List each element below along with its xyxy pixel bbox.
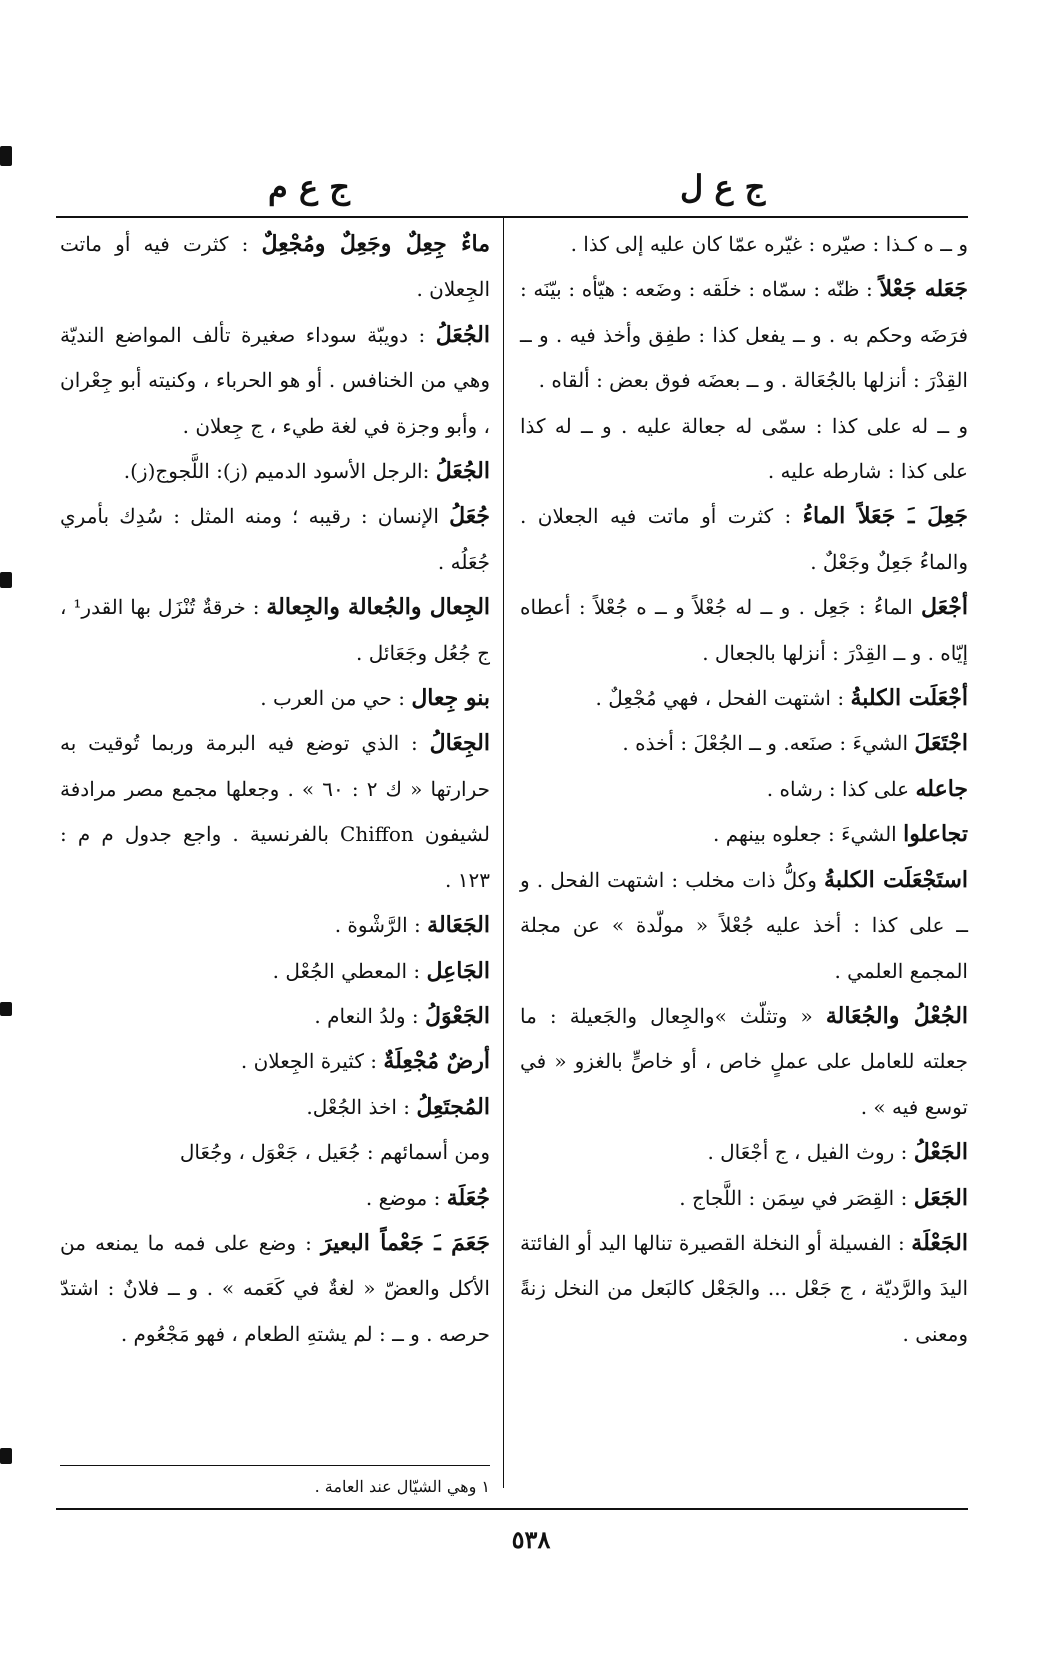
entry-headword: الجَعَل — [913, 1184, 968, 1211]
entry-definition: : حي من العرب . — [260, 686, 405, 711]
dictionary-entry — [520, 994, 968, 1130]
dictionary-entry — [520, 267, 968, 403]
footnote: ١ وهي الشيّال عند العامة . — [314, 1477, 490, 1496]
dictionary-entry — [60, 1130, 490, 1175]
right-column — [520, 222, 968, 1357]
dictionary-entry — [60, 1221, 490, 1357]
dictionary-entry — [60, 222, 490, 313]
dictionary-entry — [60, 494, 490, 585]
dictionary-entry — [60, 313, 490, 449]
header-root-right: ج ع ل — [680, 168, 766, 206]
entry-definition: الماءُ : جَعِل . و ــ له جُعْلاً و ــ ه جُعْلاً : أعطاه إيّاه . و ــ القِدْرَ : أنزلها بالجعال . — [520, 595, 968, 665]
entry-definition: ومن أسمائهم : جُعَيل ، جَعْوَل ، وجُعَال — [179, 1140, 490, 1165]
entry-headword: الجَعْلُ — [913, 1139, 968, 1166]
header-root-left: ج ع م — [268, 168, 350, 206]
bottom-rule — [56, 1508, 968, 1510]
entry-headword: جُعَلَة — [446, 1184, 490, 1211]
entry-headword: الجُعَلُ — [435, 458, 490, 485]
column-divider — [503, 218, 504, 1488]
entry-headword: أرضٌ مُجْعِلَةٌ — [383, 1048, 490, 1075]
dictionary-entry — [520, 1130, 968, 1175]
entry-definition: : كثرت فيه أو ماتت الجِعلان . — [60, 232, 490, 302]
dictionary-entry — [60, 1085, 490, 1130]
dictionary-entry — [520, 676, 968, 721]
entry-definition: : الرَّشْوة . — [334, 913, 421, 938]
dictionary-entry — [520, 404, 968, 495]
entry-definition: :الرجل الأسود الدميم (ز): اللَّجوج(ز). — [123, 459, 430, 484]
entry-definition: : دويبّة سوداء صغيرة تألف المواضع النديّة وهي من الخنافس . أو هو الحرباء ، وكنيته أبو جِعْران ، وأبو وجزة في لغة طيء ، ج جِعلان . — [60, 322, 490, 438]
dictionary-entry — [520, 812, 968, 857]
edge-mark — [0, 572, 12, 588]
entry-definition: : الذي توضع فيه البرمة وربما تُوقيت به حرارتها « ك ٢ : ٦٠ » . وجعلها مجمع مصر مرادفة لشيفون Chiffon بالفرنسية . واجع جدول م م : ١٢٣ . — [60, 731, 490, 892]
entry-definition: : وضع على فمه ما يمنعه من الأكل والعضّ « لغةٌ في كَعَمه » . و ــ فلانٌ : اشتدّ حرصه . و ــ : لم يشتهِ الطعام ، فهو مَجْعُوم . — [60, 1230, 490, 1346]
entry-headword: أجْعَل — [921, 594, 969, 621]
entry-headword: أجْعَلَت الكلبةُ — [850, 685, 968, 712]
entry-definition: : روث الفيل ، ج أجْعَال . — [707, 1140, 908, 1165]
entry-definition: « وتثلّث »والجِعال والجَعيلة : ما جعلته للعامل على عملٍ خاص ، أو خاصٍّ بالغزو « في توسع فيه » . — [520, 1003, 968, 1119]
entry-headword: اجْتَعَلَ — [914, 730, 968, 757]
entry-headword: تجاعلوا — [903, 821, 968, 848]
dictionary-entry — [60, 903, 490, 948]
dictionary-entry — [520, 1221, 968, 1357]
entry-definition: و ــ له على كذا : سمّى له جعالة عليه . و ــ له كذا على كذا : شارطه عليه . — [520, 413, 968, 484]
entry-headword: جَعَمَ ـَ جَعْماً البعيرَ — [321, 1229, 490, 1256]
entry-definition: : اخذ الجُعْل. — [306, 1094, 410, 1119]
dictionary-entry — [520, 1176, 968, 1221]
entry-definition: : المعطي الجُعْل . — [272, 958, 421, 983]
entry-definition: : القِصَر في سِمَن : اللَّجاج . — [679, 1185, 908, 1210]
entry-headword: جاعله — [915, 775, 968, 802]
entry-headword: الجُعْلُ والجُعَالة — [825, 1002, 969, 1029]
entry-headword: ماءٌ جِعِلٌ وجَعِلٌ ومُجْعِلٌ — [261, 231, 490, 257]
entry-definition: : ظنّه : سمّاه : خلَقه : وضَعه : هيّأه : بيّنَه : فرَضَه وحكم به . و ــ يفعل كذا : طفِق وأخذ فيه . و ــ القِدْرَ : أنزلها بالجُعَالة . و ــ بعضَه فوق بعض : ألقاه . — [520, 277, 968, 393]
footnote-rule — [60, 1465, 490, 1466]
entry-definition: الشيءَ : جعلوه بينهم . — [713, 822, 897, 847]
dictionary-entry — [60, 676, 490, 721]
entry-definition: : موضع . — [365, 1185, 441, 1210]
entry-headword: الجَعْلَة — [911, 1229, 968, 1256]
entry-definition: الإنسان : رقيبه ؛ ومنه المثل : سُدِك بأمري جُعَلُه . — [60, 504, 490, 574]
dictionary-entry — [60, 585, 490, 676]
entry-headword: جَعِلَ ـَ جَعَلاً الماءُ — [802, 503, 969, 530]
entry-headword: استَجْعَلَت الكلبةُ — [824, 866, 968, 893]
dictionary-entry — [520, 222, 968, 267]
entry-definition: : الفسيلة أو النخلة القصيرة تنالها اليد أو الفائتة اليدَ والرَّديّة ، ج جَعْل ... والجَعْل كالبَعل من النخل زنةً ومعنى . — [520, 1230, 968, 1346]
dictionary-entry — [60, 1176, 490, 1221]
page-number: ٥٣٨ — [511, 1525, 551, 1554]
entry-headword: جُعَلُ — [449, 503, 490, 530]
dictionary-entry — [520, 858, 968, 994]
entry-headword: الجَعَالة — [427, 912, 490, 939]
edge-mark — [0, 1448, 12, 1464]
dictionary-entry — [60, 949, 490, 994]
entry-definition: : خرقةٌ تُنْزَل بها القدر¹ ، ج جُعُل وجَعَائل . — [60, 595, 490, 665]
dictionary-entry — [60, 1039, 490, 1084]
edge-mark — [0, 146, 12, 166]
entry-headword: الجُعَلُ — [435, 321, 490, 348]
entry-headword: المُجتَعِلُ — [416, 1093, 490, 1120]
entry-definition: : ولدُ النعام . — [314, 1003, 419, 1028]
left-column — [60, 222, 490, 1357]
dictionary-entry — [60, 449, 490, 494]
dictionary-entry — [60, 721, 490, 903]
entry-definition: و ــ ه كـذا : صيّره : غيّره عمّا كان عليه إلى كذا . — [570, 232, 968, 256]
top-rule — [56, 216, 968, 218]
entry-definition: : كثرت أو ماتت فيه الجعلان . والماءُ جَعِلٌ وجَعْلٌ . — [520, 504, 968, 574]
entry-headword: الجِعال والجُعالة والجِعالة — [266, 594, 491, 621]
entry-definition: الشيءَ : صنَعه. و ــ الجُعْلَ : أخذه . — [622, 731, 909, 756]
dictionary-entry — [520, 721, 968, 766]
entry-headword: الجِعَالُ — [429, 730, 490, 757]
entry-definition: على كذا : رشاه . — [766, 776, 910, 801]
dictionary-entry — [520, 494, 968, 585]
entry-headword: بنو جِعال — [411, 685, 490, 712]
entry-definition: : كثيرة الجِعلان . — [240, 1049, 377, 1074]
entry-headword: الجَعْوَلُ — [425, 1002, 490, 1029]
entry-definition: : اشتهت الفحل ، فهي مُجْعِلٌ . — [595, 686, 845, 711]
entry-definition: وكلُّ ذات مخلب : اشتهت الفحل . و ــ على كذا : أخذ عليه جُعْلاً « مولّدة » عن مجلة المجمع العلمي . — [520, 867, 968, 983]
dictionary-entry — [60, 994, 490, 1039]
entry-headword: جَعَله جَعْلاً — [879, 276, 969, 303]
dictionary-entry — [520, 585, 968, 676]
dictionary-entry — [520, 767, 968, 812]
edge-mark — [0, 1002, 12, 1016]
entry-headword: الجَاعِل — [426, 957, 490, 984]
